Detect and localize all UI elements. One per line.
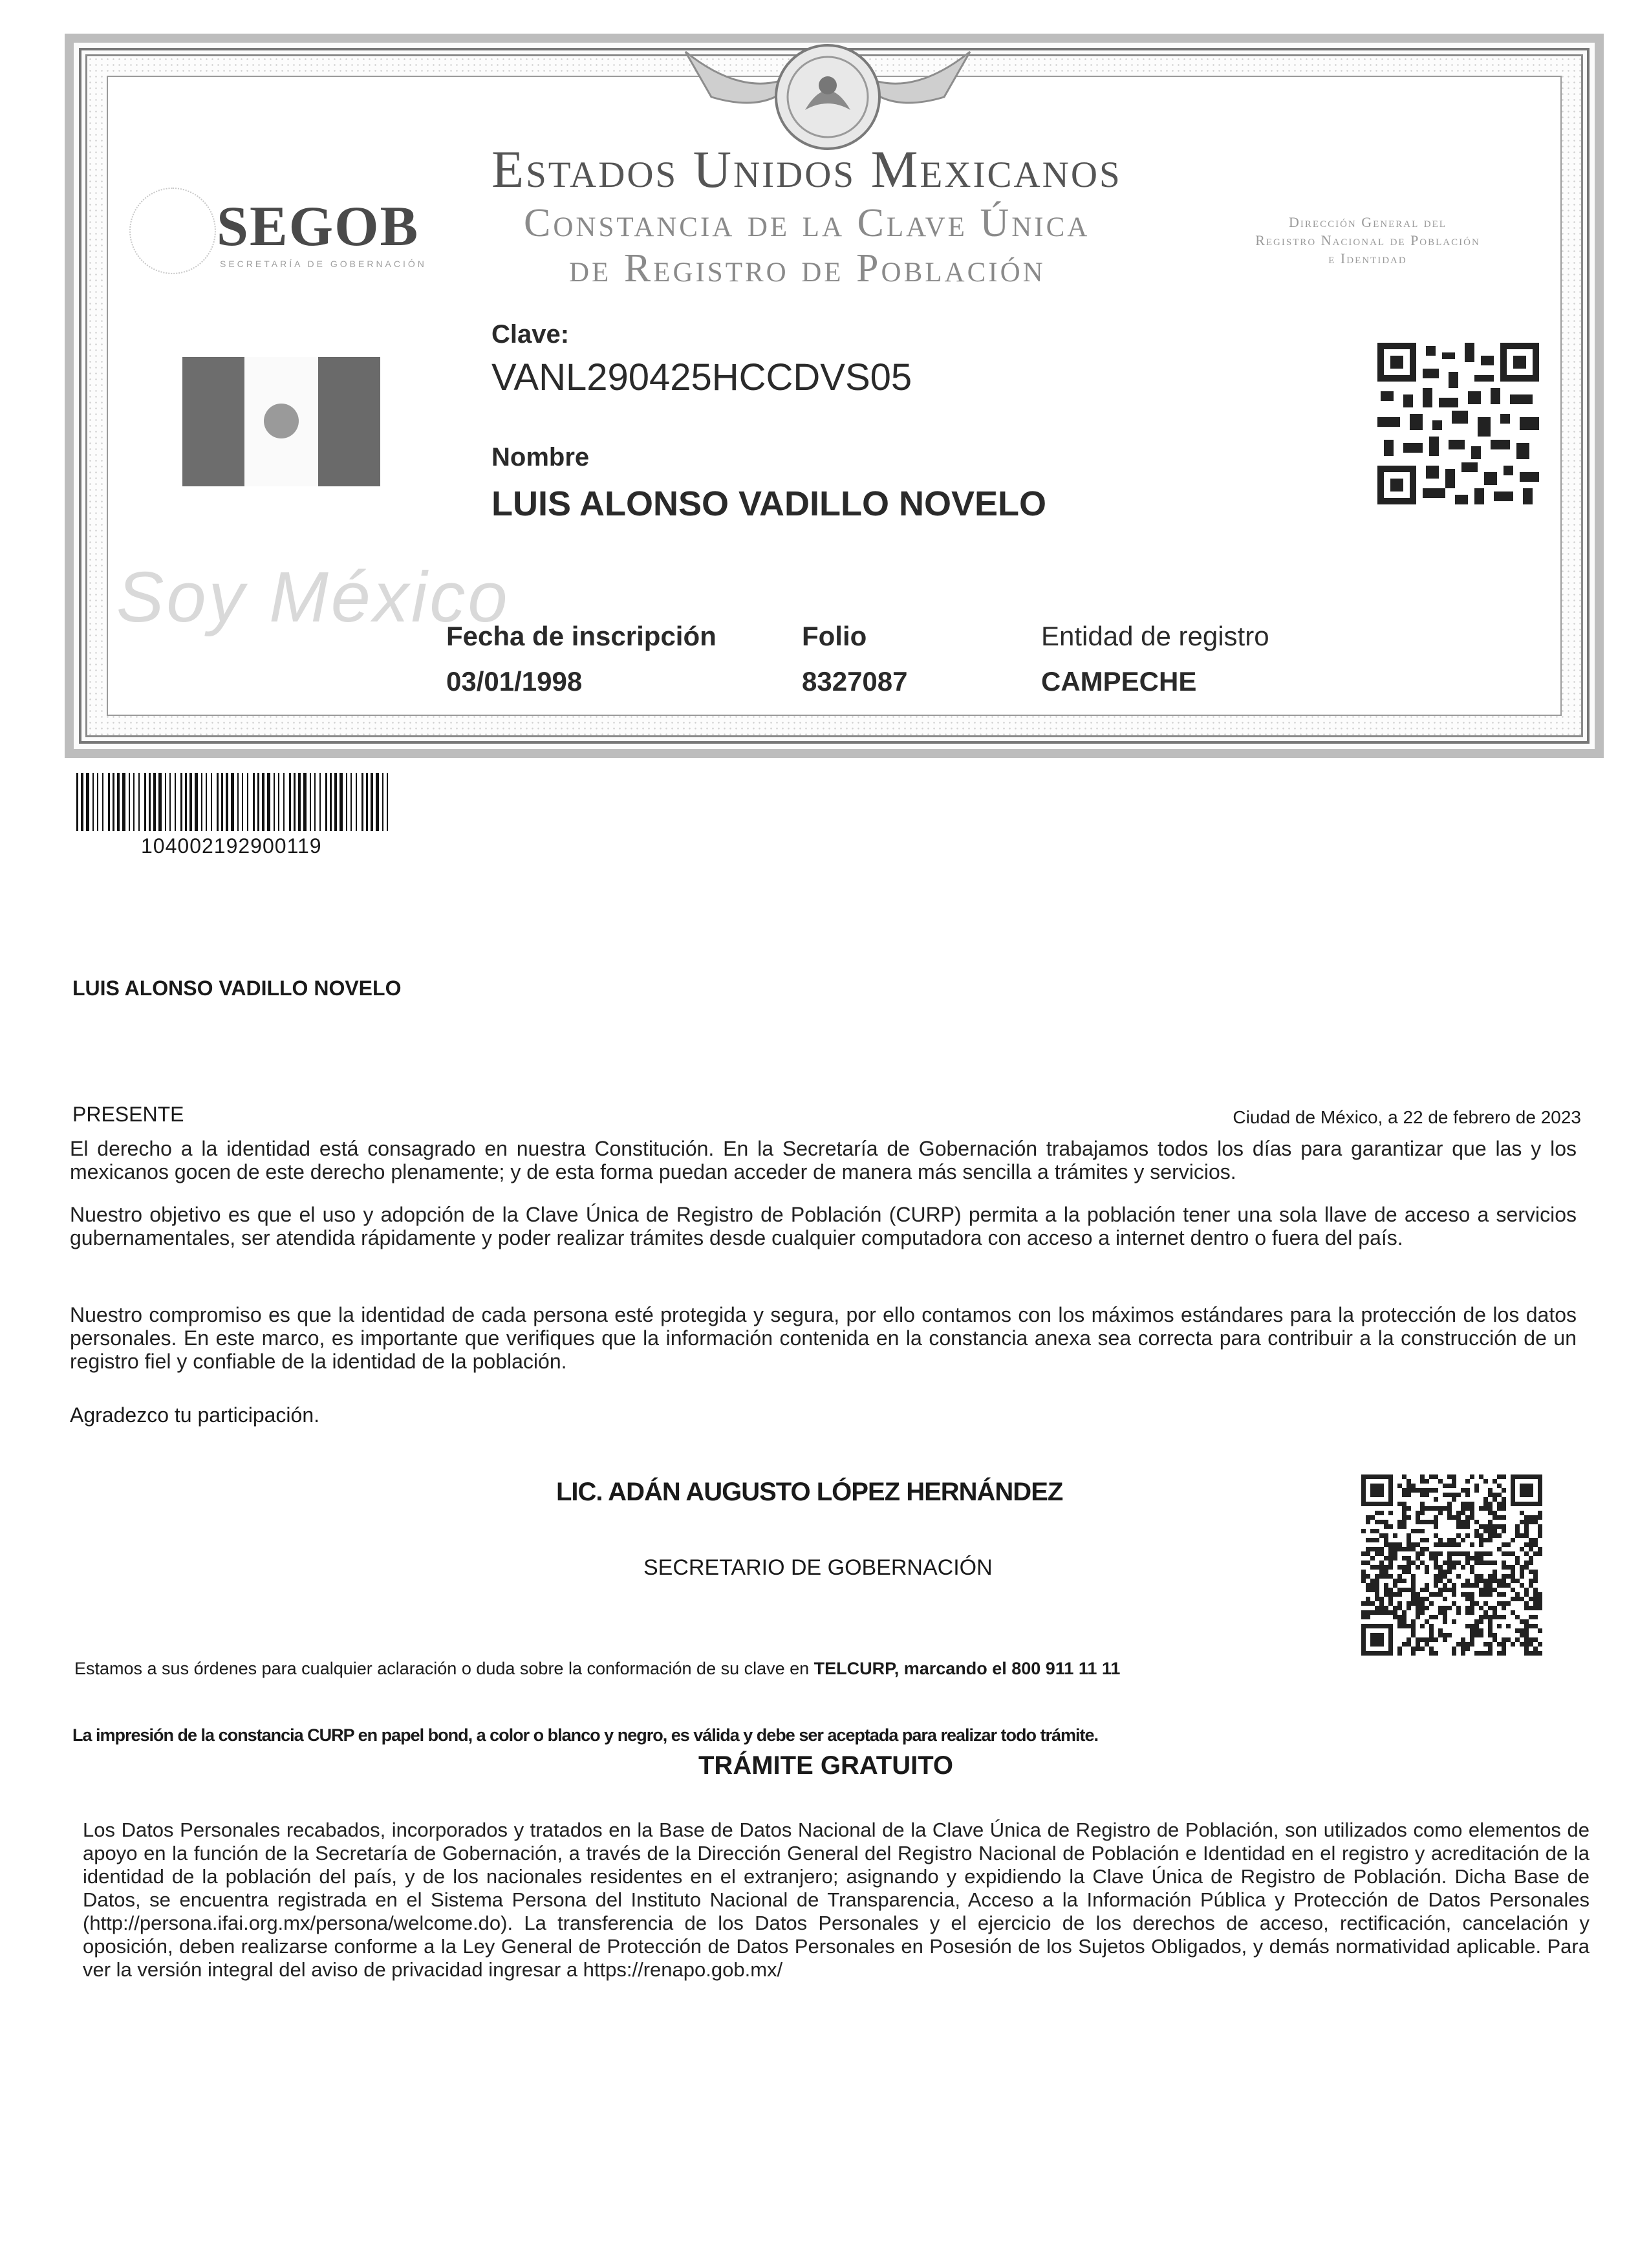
paragraph-3: Nuestro compromiso es que la identidad de cada persona esté protegida y segura, por ello contamos con los máximos estándares para la protección de los datos personales. En este marco, es importante que verifiques que la información contenida en la constancia anexa sea correcta para contribuir a la construcción de un registro fiel y confiable de la identidad de la población. — [70, 1303, 1577, 1373]
fecha-label: Fecha de inscripción — [446, 621, 717, 651]
tramite-gratuito: TRÁMITE GRATUITO — [698, 1751, 954, 1780]
folio-value: 8327087 — [802, 666, 908, 697]
signature-qr-code-icon — [1361, 1474, 1542, 1656]
country-title: Estados Unidos Mexicanos — [491, 140, 1122, 199]
entidad-value: CAMPECHE — [1041, 666, 1197, 697]
direccion-line-2: Registro Nacional de Población — [1255, 232, 1480, 248]
qr-code-icon — [1377, 343, 1539, 504]
nombre-label: Nombre — [491, 443, 590, 471]
clave-label: Clave: — [491, 320, 570, 349]
certificate-title-line1: Constancia de la Clave Única — [524, 201, 1090, 245]
entidad-label: Entidad de registro — [1041, 621, 1269, 651]
contact-text: Estamos a sus órdenes para cualquier aclaración o duda sobre la conformación de su clave en — [74, 1659, 814, 1678]
barcode-number: 104002192900119 — [141, 834, 322, 858]
direccion-general — [1216, 213, 1520, 268]
direccion-line-1: Dirección General del — [1289, 214, 1447, 230]
thanks: Agradezco tu participación. — [70, 1403, 319, 1427]
direccion-line-3: e Identidad — [1328, 250, 1407, 266]
folio-label: Folio — [802, 621, 867, 651]
nombre-value: LUIS ALONSO VADILLO NOVELO — [491, 484, 1047, 523]
certificate-title-line2: de Registro de Población — [569, 246, 1046, 290]
paragraph-1: El derecho a la identidad está consagrado en nuestra Constitución. En la Secretaría de Gobernación trabajamos todos los días para garantizar que las y los mexicanos gocen de este derecho plenamente; y de esta forma puedan acceder de manera más sencilla a trámites y servicios. — [70, 1137, 1577, 1183]
signer-name: LIC. ADÁN AUGUSTO LÓPEZ HERNÁNDEZ — [556, 1478, 1063, 1506]
eagle-seal-icon — [673, 26, 983, 155]
contact-line — [74, 1659, 1120, 1679]
clave-value: VANL290425HCCDVS05 — [491, 356, 912, 398]
barcode-icon — [76, 773, 393, 831]
paragraph-2: Nuestro objetivo es que el uso y adopción de la Clave Única de Registro de Población (CURP) permita a la población tener una sola llave de acceso a servicios gubernamentales, ser atendida rápidamente y poder realizar trámites desde cualquier computadora con acceso a internet dentro o fuera del país. — [70, 1203, 1577, 1249]
signer-title: SECRETARIO DE GOBERNACIÓN — [643, 1555, 993, 1580]
privacy-notice: Los Datos Personales recabados, incorporados y tratados en la Base de Datos Nacional de la Clave Única de Registro de Población, son utilizados como elementos de apoyo en la función de la Secretaría de Gobernación, a través de la Dirección General del Registro Nacional de Población e Identidad en el registro y acreditación de la identidad de la población del país, y de los nacionales residentes en el extranjero; asignando y expidiendo la Clave Única de Registro de Población. Dicha Base de Datos, se encuentra registrada en el Sistema Persona del Instituto Nacional de Transparencia, Acceso a la Información Pública y Protección de Datos Personales (http://persona.ifai.org.mx/persona/welcome.do). La transferencia de los Datos Personales y el ejercicio de los derechos de acceso, rectificación, cancelación y oposición, deben realizarse conforme a la Ley General de Protección de Datos Personales en Posesión de los Sujetos Obligados, y demás normatividad aplicable. Para ver la versión integral del aviso de privacidad ingresar a https://renapo.gob.mx/ — [83, 1819, 1590, 1981]
mexican-flag-icon — [182, 357, 380, 486]
presente: PRESENTE — [72, 1103, 184, 1126]
validity-notice: La impresión de la constancia CURP en papel bond, a color o blanco y negro, es válida y debe ser aceptada para realizar todo trámite. — [72, 1725, 1099, 1745]
place-date: Ciudad de México, a 22 de febrero de 2023 — [1233, 1107, 1581, 1127]
fecha-value: 03/01/1998 — [446, 666, 583, 697]
telcurp-phone: TELCURP, marcando el 800 911 11 11 — [814, 1659, 1121, 1678]
segob-logo: SEGOB — [217, 195, 420, 258]
soy-mexico-watermark: Soy México — [116, 557, 510, 637]
recipient-name: LUIS ALONSO VADILLO NOVELO — [72, 977, 402, 1000]
segob-seal-icon — [129, 188, 216, 274]
segob-subtitle: SECRETARÍA DE GOBERNACIÓN — [220, 259, 427, 269]
